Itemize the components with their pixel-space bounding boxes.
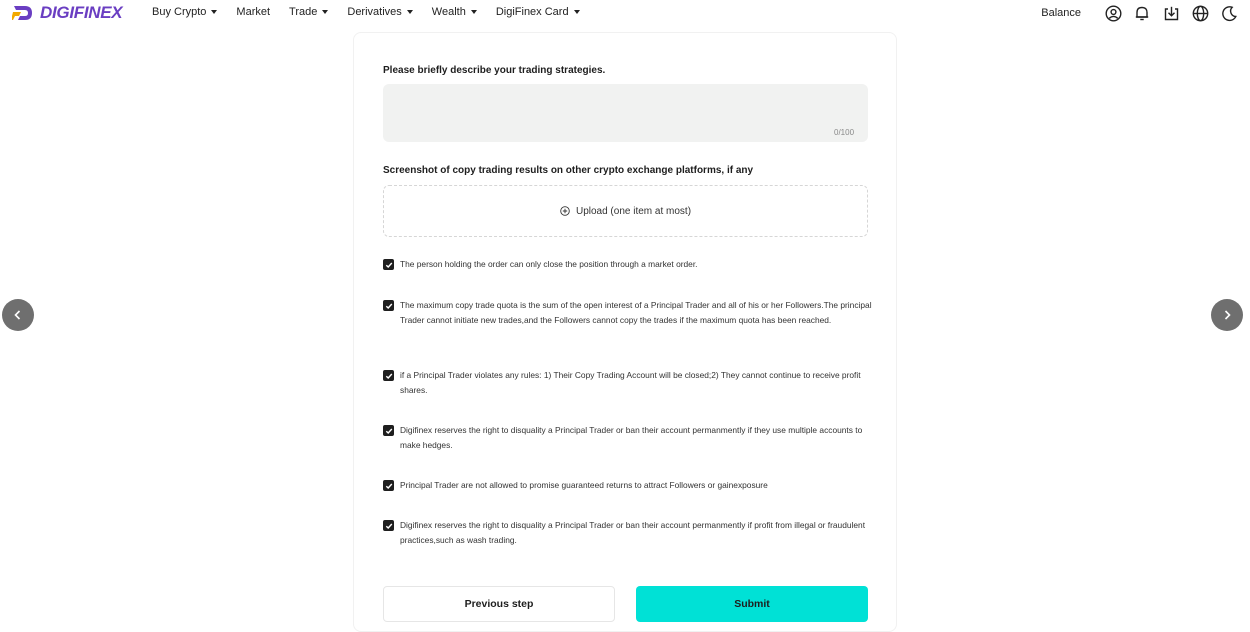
caret-down-icon — [471, 10, 477, 14]
main-nav — [152, 6, 599, 18]
strategy-label: Please briefly describe your trading strategies. — [383, 65, 606, 76]
chevron-left-icon — [12, 309, 24, 321]
rule-item — [383, 257, 873, 272]
previous-step-button[interactable]: Previous step — [383, 586, 615, 622]
upload-button[interactable] — [560, 206, 691, 217]
nav-label: Wealth — [431, 6, 466, 18]
checkbox-checked[interactable] — [383, 425, 394, 436]
rule-item — [383, 478, 873, 493]
char-counter: 0/100 — [834, 128, 855, 137]
upload-label: Upload (one item at most) — [575, 205, 692, 217]
moon-icon[interactable] — [1220, 4, 1238, 22]
checkbox-checked[interactable] — [383, 370, 394, 381]
nav-label: DigiFinex Card — [495, 6, 569, 18]
nav-buy-crypto[interactable] — [152, 6, 217, 18]
chevron-right-icon — [1221, 309, 1233, 321]
rule-text: Digifinex reserves the right to disquality a Principal Trader or ban their account permanmently if profit from illegal or fraudulent practices,such as wash trading. — [400, 520, 866, 545]
check-icon — [385, 372, 393, 380]
download-icon[interactable] — [1162, 4, 1180, 22]
carousel-next-button[interactable] — [1211, 299, 1243, 331]
nav-label: Trade — [289, 6, 318, 18]
nav-market[interactable] — [236, 6, 270, 18]
check-icon — [385, 427, 393, 435]
rule-text: The person holding the order can only close the position through a market order. — [400, 259, 698, 269]
caret-down-icon — [322, 10, 328, 14]
rule-text: Digifinex reserves the right to disquality a Principal Trader or ban their account permanmently if they use multiple accounts to make hedges. — [400, 425, 863, 450]
check-icon — [385, 482, 393, 490]
nav-wealth[interactable] — [432, 6, 477, 18]
rule-text: Principal Trader are not allowed to promise guaranteed returns to attract Followers or gainexposure — [400, 480, 768, 490]
header-tools — [1041, 4, 1238, 22]
check-icon — [385, 522, 393, 530]
bell-icon[interactable] — [1133, 4, 1151, 22]
plus-circle-icon — [560, 206, 570, 216]
top-navbar — [0, 0, 1250, 26]
checkbox-checked[interactable] — [383, 300, 394, 311]
screenshot-label: Screenshot of copy trading results on other crypto exchange platforms, if any — [383, 165, 754, 176]
nav-digifinex-card[interactable] — [496, 6, 580, 18]
nav-label: Derivatives — [347, 6, 402, 18]
upload-dropzone[interactable] — [383, 185, 868, 237]
rule-text: if a Principal Trader violates any rules: 1) Their Copy Trading Account will be closed;2) They cannot continue to receive profit shares. — [400, 370, 861, 395]
checkbox-checked[interactable] — [383, 259, 394, 270]
digifinex-logo-icon — [12, 3, 36, 23]
submit-button[interactable]: Submit — [636, 586, 868, 622]
nav-label: Buy Crypto — [152, 6, 207, 18]
logo-text: DIGIFINEX — [40, 3, 123, 22]
caret-down-icon — [574, 10, 580, 14]
carousel-prev-button[interactable] — [2, 299, 34, 331]
rule-item — [383, 298, 873, 328]
nav-derivatives[interactable] — [347, 6, 412, 18]
globe-icon[interactable] — [1191, 4, 1209, 22]
check-icon — [385, 302, 393, 310]
caret-down-icon — [407, 10, 413, 14]
balance-link[interactable]: Balance — [1041, 7, 1081, 19]
rule-text: The maximum copy trade quota is the sum of the open interest of a Principal Trader and all of his or her Followers.The principal Trader cannot initiate new trades,and the Followers cannot copy the trades if the maximum quota has been reached. — [400, 300, 872, 325]
caret-down-icon — [211, 10, 217, 14]
logo[interactable] — [12, 3, 122, 23]
nav-label: Market — [236, 6, 271, 18]
rule-item — [383, 423, 873, 453]
rule-item — [383, 368, 873, 398]
checkbox-checked[interactable] — [383, 480, 394, 491]
check-icon — [385, 261, 393, 269]
user-icon[interactable] — [1104, 4, 1122, 22]
nav-trade[interactable] — [289, 6, 328, 18]
checkbox-checked[interactable] — [383, 520, 394, 531]
rule-item — [383, 518, 873, 548]
strategy-textarea[interactable] — [383, 84, 868, 142]
